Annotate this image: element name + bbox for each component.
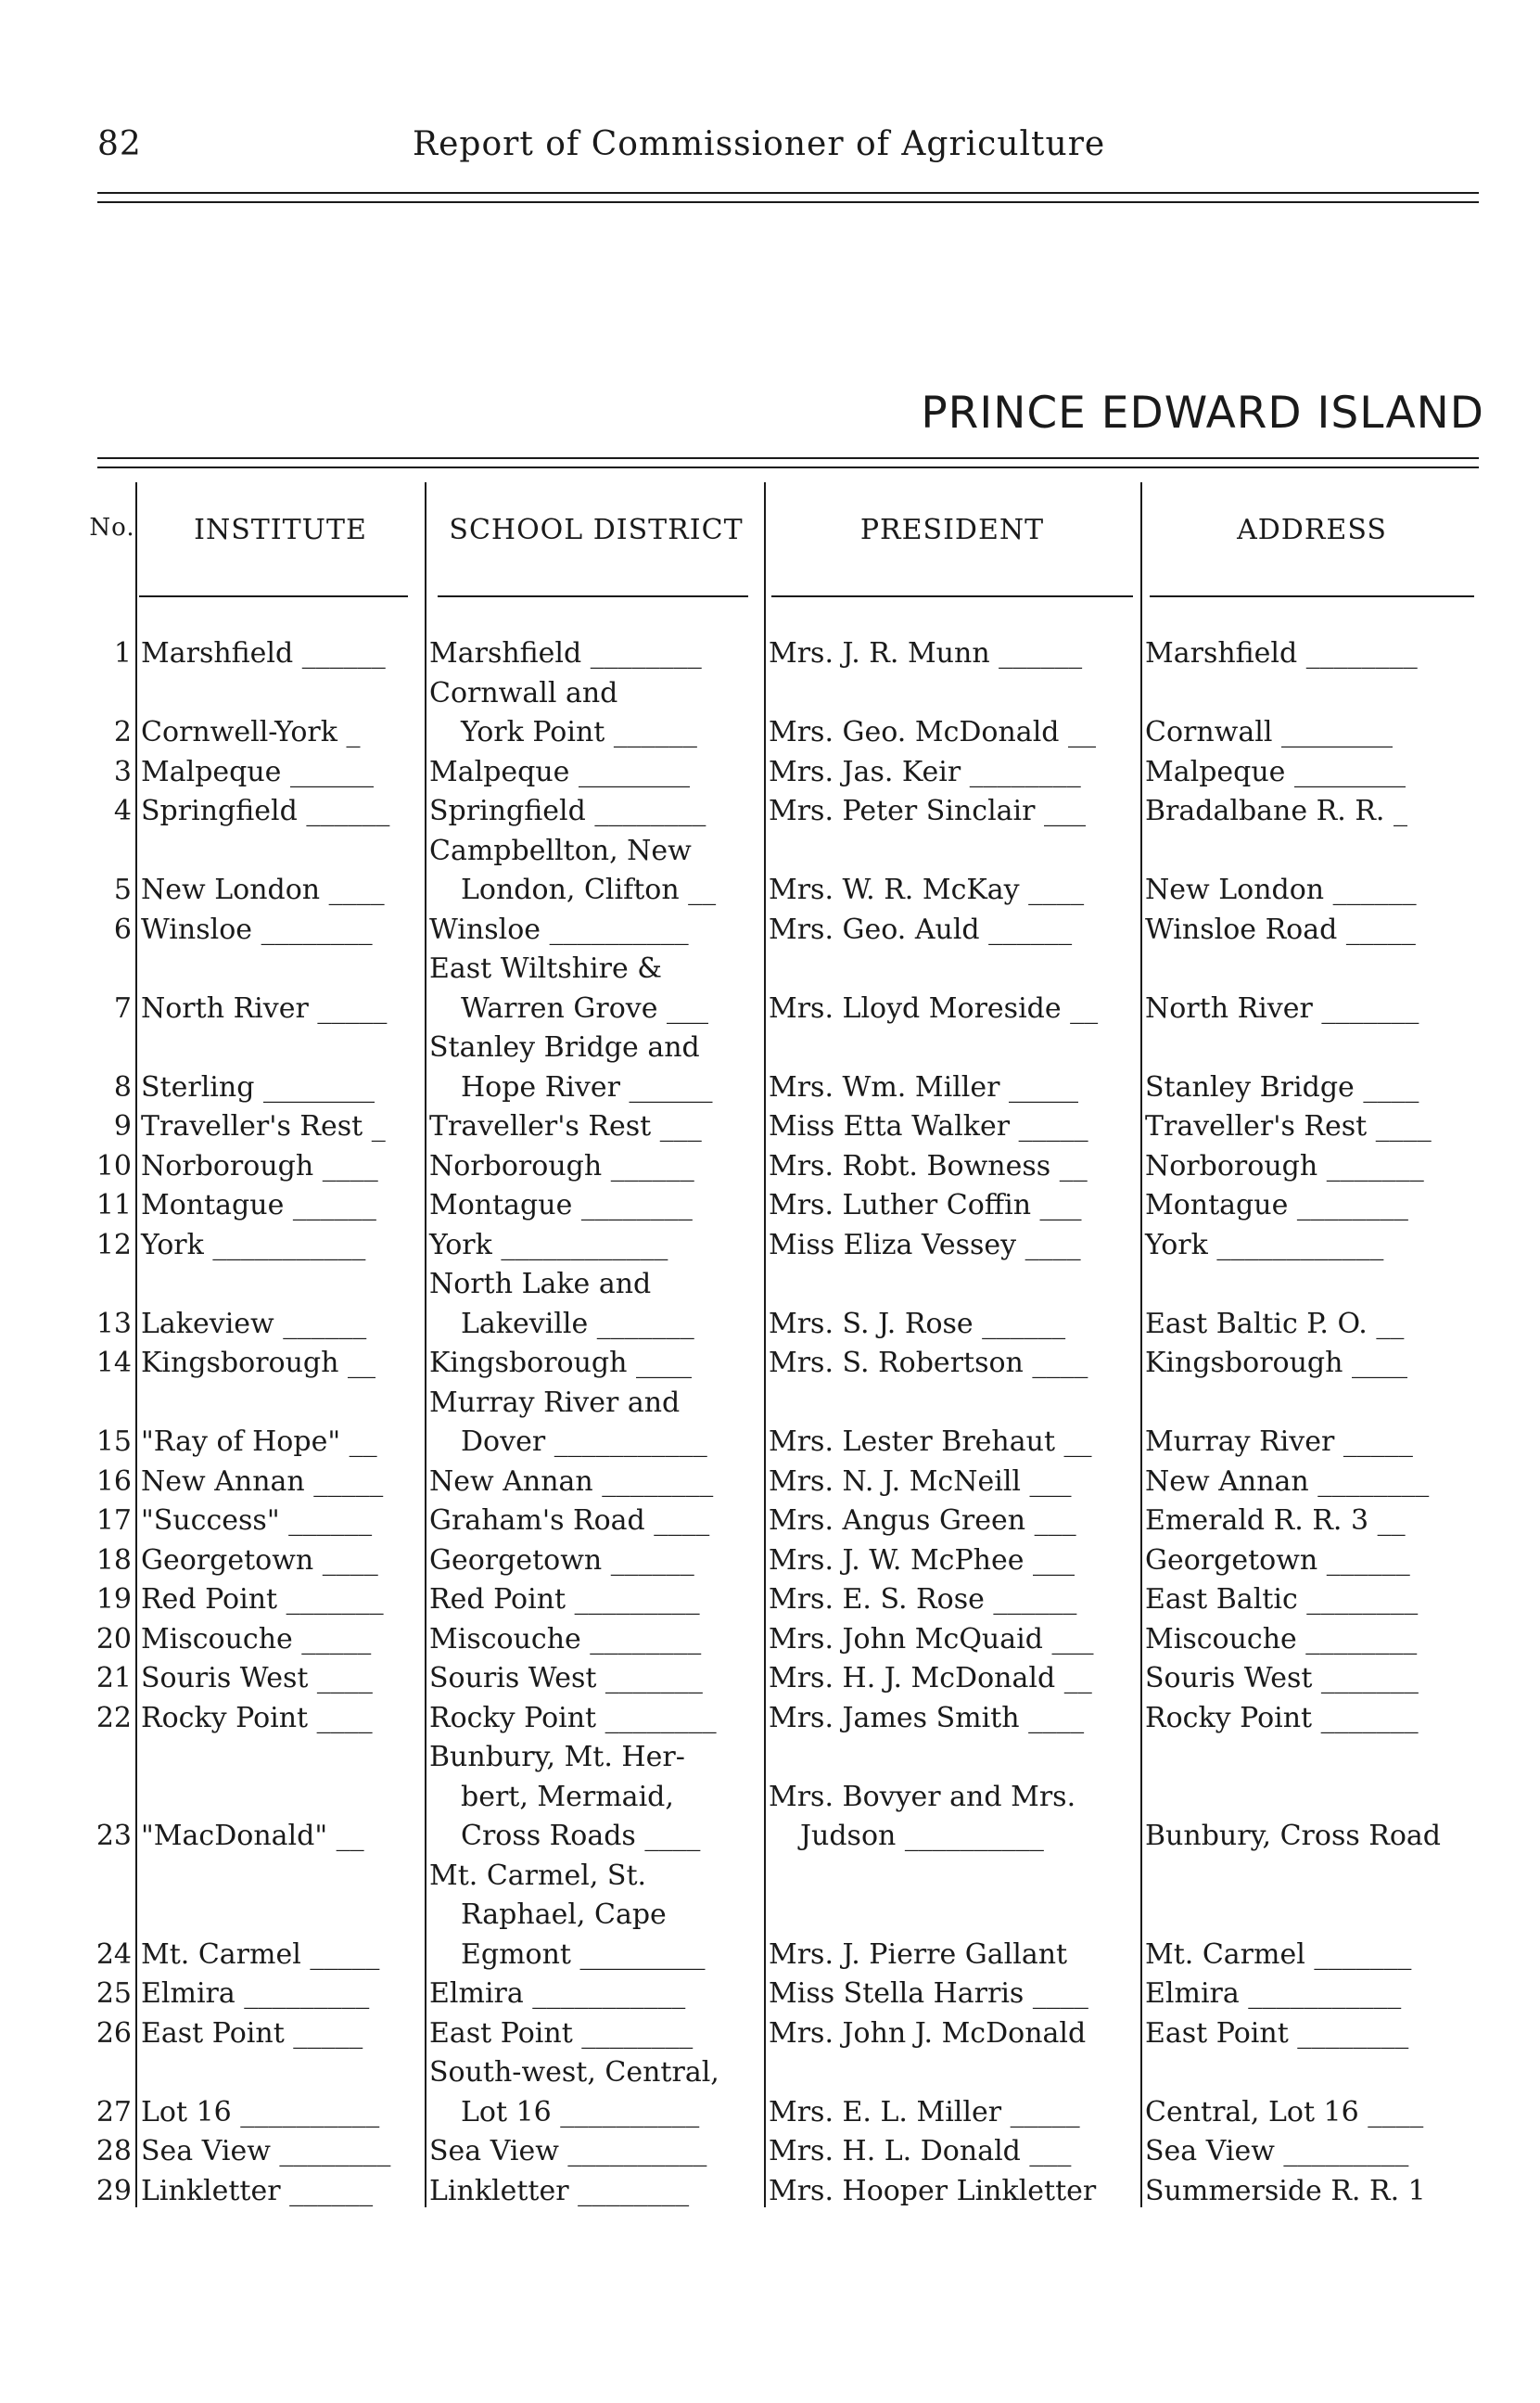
col-header-president: PRESIDENT xyxy=(859,514,1045,546)
president-name: Mrs. Hooper Linkletter xyxy=(769,2174,1097,2207)
school-district-line: Marshfield ________ xyxy=(429,637,702,670)
institute-name: Linkletter ______ xyxy=(141,2174,374,2207)
school-district-line: South-west, Central, xyxy=(429,2056,719,2089)
institute-name: Miscouche _____ xyxy=(141,1622,372,1655)
heading-underline-institute xyxy=(139,595,408,597)
address: Mt. Carmel _______ xyxy=(1145,1937,1412,1971)
table-row xyxy=(83,1857,1483,1975)
president-name: Miss Etta Walker _____ xyxy=(769,1110,1088,1143)
school-district-line: Graham's Road ____ xyxy=(429,1504,710,1537)
school-district-line: Cross Roads ____ xyxy=(461,1820,701,1852)
school-district xyxy=(425,1463,764,1502)
address: Malpeque ________ xyxy=(1145,755,1406,788)
address: Bradalbane R. R. _ xyxy=(1145,795,1407,827)
address: Rocky Point _______ xyxy=(1145,1701,1419,1734)
table-row xyxy=(83,1186,1483,1226)
row-number: 4 xyxy=(113,795,132,827)
header-rule xyxy=(97,192,1479,203)
institute-name: Elmira _________ xyxy=(141,1977,370,2010)
school-district-line: Warren Grove ___ xyxy=(461,991,709,1025)
row-number: 18 xyxy=(95,1543,132,1577)
institute-name: East Point _____ xyxy=(141,2016,363,2050)
president-name xyxy=(764,1738,1140,1857)
row-number: 10 xyxy=(95,1149,132,1182)
address: East Baltic P. O. __ xyxy=(1145,1307,1405,1340)
president-name: Mrs. Luther Coffin ___ xyxy=(769,1189,1082,1221)
school-district xyxy=(425,832,764,911)
school-district xyxy=(425,1384,764,1463)
school-district-line: New Annan ________ xyxy=(429,1464,714,1498)
address: Emerald R. R. 3 __ xyxy=(1145,1504,1406,1537)
president-name: Mrs. James Smith ____ xyxy=(769,1701,1085,1734)
row-number: 9 xyxy=(113,1110,132,1143)
school-district xyxy=(425,1857,764,1975)
school-district-line: Rocky Point ________ xyxy=(429,1701,717,1734)
table-row xyxy=(83,1029,1483,1107)
school-district xyxy=(425,674,764,753)
institute-name: Springfield ______ xyxy=(141,795,390,827)
col-header-school-district: SCHOOL DISTRICT xyxy=(449,514,744,546)
school-district-line: Linkletter ________ xyxy=(429,2174,690,2207)
school-district xyxy=(425,634,764,674)
institute-name: Winsloe ________ xyxy=(141,913,373,946)
institute-name: Norborough ____ xyxy=(141,1149,378,1182)
address: Stanley Bridge ____ xyxy=(1145,1070,1419,1104)
president-name: Mrs. Angus Green ___ xyxy=(769,1504,1076,1537)
row-number: 29 xyxy=(95,2174,132,2207)
address: East Baltic ________ xyxy=(1145,1583,1419,1616)
institute-name: Marshfield ______ xyxy=(141,637,386,670)
school-district-line: Springfield ________ xyxy=(429,795,706,827)
school-district-line: Lakeville _______ xyxy=(461,1307,694,1340)
school-district-line: Miscouche ________ xyxy=(429,1622,702,1655)
school-district xyxy=(425,1502,764,1541)
address: East Point ________ xyxy=(1145,2016,1409,2050)
school-district-line: Sea View __________ xyxy=(429,2135,707,2167)
president-name: Mrs. J. Pierre Gallant xyxy=(769,1937,1068,1971)
row-number: 15 xyxy=(95,1425,132,1458)
president-name: Mrs. Peter Sinclair ___ xyxy=(769,795,1087,827)
table-row xyxy=(83,1463,1483,1502)
table-row xyxy=(83,1107,1483,1147)
address: Bunbury, Cross Road xyxy=(1145,1820,1442,1852)
school-district-line: Murray River and xyxy=(429,1386,681,1419)
school-district xyxy=(425,2132,764,2172)
address: Souris West _______ xyxy=(1145,1662,1419,1694)
school-district xyxy=(425,1620,764,1660)
table-row xyxy=(83,1502,1483,1541)
table-row xyxy=(83,911,1483,951)
president-line: Judson __________ xyxy=(800,1820,1044,1852)
col-header-address: ADDRESS xyxy=(1237,514,1387,546)
president-name: Miss Eliza Vessey ____ xyxy=(769,1228,1081,1261)
address: Montague ________ xyxy=(1145,1189,1408,1221)
president-name: Mrs. W. R. McKay ____ xyxy=(769,874,1085,906)
row-number: 2 xyxy=(113,716,132,748)
page-number: 82 xyxy=(97,125,142,163)
table-row xyxy=(83,1226,1483,1266)
table-row xyxy=(83,634,1483,674)
school-district-line: bert, Mermaid, xyxy=(461,1780,674,1813)
address: Georgetown ______ xyxy=(1145,1543,1410,1577)
institute-name: Red Point _______ xyxy=(141,1583,384,1616)
row-number: 26 xyxy=(95,2016,132,2050)
table-row xyxy=(83,2014,1483,2054)
institute-name: Sea View ________ xyxy=(141,2135,391,2167)
row-number: 23 xyxy=(95,1820,132,1852)
address: Central, Lot 16 ____ xyxy=(1145,2095,1424,2128)
school-district-line: Souris West _______ xyxy=(429,1662,703,1694)
address: Murray River _____ xyxy=(1145,1425,1413,1458)
president-name: Mrs. J. R. Munn ______ xyxy=(769,637,1083,670)
row-number: 14 xyxy=(95,1347,132,1379)
address: Marshfield ________ xyxy=(1145,637,1418,670)
school-district-line: East Point ________ xyxy=(429,2016,694,2050)
school-district-line: Traveller's Rest ___ xyxy=(429,1110,702,1143)
school-district-line: Norborough ______ xyxy=(429,1149,694,1182)
heading-underline-address xyxy=(1150,595,1474,597)
table-row xyxy=(83,792,1483,832)
row-number: 12 xyxy=(95,1228,132,1261)
president-name: Mrs. J. W. McPhee ___ xyxy=(769,1543,1075,1577)
row-number: 19 xyxy=(95,1583,132,1616)
school-district-line: York ____________ xyxy=(429,1228,668,1261)
president-name: Mrs. H. L. Donald ___ xyxy=(769,2135,1072,2167)
school-district xyxy=(425,1029,764,1107)
institute-name: Lakeview ______ xyxy=(141,1307,367,1340)
row-number: 22 xyxy=(95,1701,132,1734)
school-district xyxy=(425,1147,764,1187)
school-district xyxy=(425,911,764,951)
institute-name: York ___________ xyxy=(141,1228,366,1261)
running-title: Report of Commissioner of Agriculture xyxy=(413,125,1106,163)
institute-name: Souris West ____ xyxy=(141,1662,373,1694)
address: Sea View _________ xyxy=(1145,2135,1409,2167)
address: Winsloe Road _____ xyxy=(1145,913,1416,946)
institute-name: Montague ______ xyxy=(141,1189,376,1221)
school-district xyxy=(425,792,764,832)
address: Miscouche ________ xyxy=(1145,1622,1418,1655)
table-row xyxy=(83,2172,1483,2212)
president-name: Mrs. John J. McDonald xyxy=(769,2016,1087,2050)
institute-name: New London ____ xyxy=(141,874,385,906)
table-row xyxy=(83,1541,1483,1581)
row-number: 21 xyxy=(95,1662,132,1694)
row-number: 6 xyxy=(113,913,132,946)
col-header-institute: INSTITUTE xyxy=(194,514,367,546)
heading-underline-president xyxy=(771,595,1133,597)
school-district xyxy=(425,1738,764,1857)
school-district xyxy=(425,1226,764,1266)
president-name: Mrs. S. J. Rose ______ xyxy=(769,1307,1066,1340)
address: Traveller's Rest ____ xyxy=(1145,1110,1432,1143)
row-number: 24 xyxy=(95,1937,132,1971)
heading-underline-district xyxy=(438,595,748,597)
institute-name: Mt. Carmel _____ xyxy=(141,1937,380,1971)
table-row xyxy=(83,1975,1483,2014)
president-name: Mrs. N. J. McNeill ___ xyxy=(769,1464,1072,1498)
institute-name: Sterling ________ xyxy=(141,1070,375,1104)
president-name: Mrs. John McQuaid ___ xyxy=(769,1622,1094,1655)
school-district-line: North Lake and xyxy=(429,1268,652,1300)
school-district xyxy=(425,2014,764,2054)
school-district xyxy=(425,1344,764,1384)
row-number: 8 xyxy=(113,1070,132,1104)
table-row xyxy=(83,1265,1483,1344)
row-number: 11 xyxy=(95,1189,132,1221)
school-district-line: Malpeque ________ xyxy=(429,755,690,788)
institute-name: "Success" ______ xyxy=(141,1504,373,1537)
col-header-no: No. xyxy=(89,514,135,542)
table-row xyxy=(83,753,1483,793)
president-name: Mrs. Jas. Keir ________ xyxy=(769,755,1081,788)
school-district-line: Raphael, Cape xyxy=(461,1898,667,1931)
school-district xyxy=(425,1580,764,1620)
school-district xyxy=(425,1541,764,1581)
school-district-line: Kingsborough ____ xyxy=(429,1347,692,1379)
institute-name: Lot 16 __________ xyxy=(141,2095,380,2128)
school-district-line: Winsloe __________ xyxy=(429,913,689,946)
table-row xyxy=(83,674,1483,753)
institute-name: "Ray of Hope" __ xyxy=(141,1425,377,1458)
school-district xyxy=(425,1265,764,1344)
table-row xyxy=(83,1344,1483,1384)
president-name: Mrs. H. J. McDonald __ xyxy=(769,1662,1092,1694)
president-name: Mrs. E. L. Miller _____ xyxy=(769,2095,1080,2128)
institute-name: Rocky Point ____ xyxy=(141,1701,373,1734)
school-district xyxy=(425,1186,764,1226)
institute-name: North River _____ xyxy=(141,991,388,1025)
president-name: Mrs. S. Robertson ____ xyxy=(769,1347,1088,1379)
school-district xyxy=(425,2053,764,2132)
school-district-line: Lot 16 __________ xyxy=(461,2095,700,2128)
address: York ____________ xyxy=(1145,1228,1384,1261)
school-district xyxy=(425,1699,764,1739)
address: Cornwall ________ xyxy=(1145,716,1393,748)
institutes-table xyxy=(83,634,1483,2211)
institute-name: Georgetown ____ xyxy=(141,1543,378,1577)
table-row xyxy=(83,950,1483,1029)
table-row xyxy=(83,1384,1483,1463)
president-line xyxy=(769,1738,1140,1778)
president-name: Mrs. E. S. Rose ______ xyxy=(769,1583,1077,1616)
school-district-line: Red Point _________ xyxy=(429,1583,700,1616)
president-name: Mrs. Geo. McDonald __ xyxy=(769,716,1097,748)
president-name: Mrs. Lloyd Moreside __ xyxy=(769,991,1099,1025)
address: New London ______ xyxy=(1145,874,1417,906)
table-row xyxy=(83,1699,1483,1739)
school-district xyxy=(425,753,764,793)
school-district xyxy=(425,1107,764,1147)
school-district-line: London, Clifton __ xyxy=(461,874,717,906)
school-district-line: Elmira ___________ xyxy=(429,1977,686,2010)
table-row xyxy=(83,1620,1483,1660)
address: North River _______ xyxy=(1145,991,1419,1025)
president-name: Mrs. Wm. Miller _____ xyxy=(769,1070,1079,1104)
table-row xyxy=(83,2053,1483,2132)
school-district-line: Cornwall and xyxy=(429,676,618,709)
institute-name: New Annan _____ xyxy=(141,1464,384,1498)
row-number: 3 xyxy=(113,755,132,788)
school-district-line: Stanley Bridge and xyxy=(429,1031,700,1064)
title-rule xyxy=(97,457,1479,468)
school-district-line: Bunbury, Mt. Her- xyxy=(429,1741,685,1773)
row-number: 17 xyxy=(95,1504,132,1537)
school-district-line: Egmont _________ xyxy=(461,1937,706,1971)
school-district xyxy=(425,950,764,1029)
row-number: 5 xyxy=(113,874,132,906)
row-number: 20 xyxy=(95,1622,132,1655)
school-district-line: Mt. Carmel, St. xyxy=(429,1859,647,1892)
school-district xyxy=(425,1659,764,1699)
row-number: 13 xyxy=(95,1307,132,1340)
table-row xyxy=(83,1659,1483,1699)
school-district-line: Georgetown ______ xyxy=(429,1543,694,1577)
address: New Annan ________ xyxy=(1145,1464,1430,1498)
address: Elmira ___________ xyxy=(1145,1977,1402,2010)
row-number: 28 xyxy=(95,2135,132,2167)
school-district xyxy=(425,2172,764,2212)
school-district-line: East Wiltshire & xyxy=(429,952,662,985)
institute-name: Traveller's Rest _ xyxy=(141,1110,386,1143)
table-row xyxy=(83,832,1483,911)
president-name: Mrs. Robt. Bowness __ xyxy=(769,1149,1088,1182)
section-title: PRINCE EDWARD ISLAND xyxy=(921,388,1484,439)
school-district-line: Montague ________ xyxy=(429,1189,693,1221)
president-name: Mrs. Geo. Auld ______ xyxy=(769,913,1073,946)
table-row xyxy=(83,1147,1483,1187)
school-district-line: York Point ______ xyxy=(461,716,697,748)
institute-name: Malpeque ______ xyxy=(141,755,374,788)
institute-name: "MacDonald" __ xyxy=(141,1820,364,1852)
row-number: 7 xyxy=(113,991,132,1025)
address: Kingsborough ____ xyxy=(1145,1347,1407,1379)
institute-name: Kingsborough __ xyxy=(141,1347,375,1379)
school-district xyxy=(425,1975,764,2014)
table-row xyxy=(83,1738,1483,1857)
table-row xyxy=(83,2132,1483,2172)
president-line: Mrs. Bovyer and Mrs. xyxy=(769,1780,1076,1813)
president-name: Mrs. Lester Brehaut __ xyxy=(769,1425,1092,1458)
school-district-line: Campbellton, New xyxy=(429,834,692,867)
school-district-line: Hope River ______ xyxy=(461,1070,713,1104)
row-number: 16 xyxy=(95,1464,132,1498)
school-district-line: Dover ___________ xyxy=(461,1425,707,1458)
address: Summerside R. R. 1 xyxy=(1145,2174,1426,2207)
president-name: Miss Stella Harris ____ xyxy=(769,1977,1088,2010)
row-number: 1 xyxy=(113,637,132,670)
row-number: 27 xyxy=(95,2095,132,2128)
address: Norborough _______ xyxy=(1145,1149,1424,1182)
row-number: 25 xyxy=(95,1977,132,2010)
table-row xyxy=(83,1580,1483,1620)
institute-name: Cornwell-York _ xyxy=(141,716,361,748)
